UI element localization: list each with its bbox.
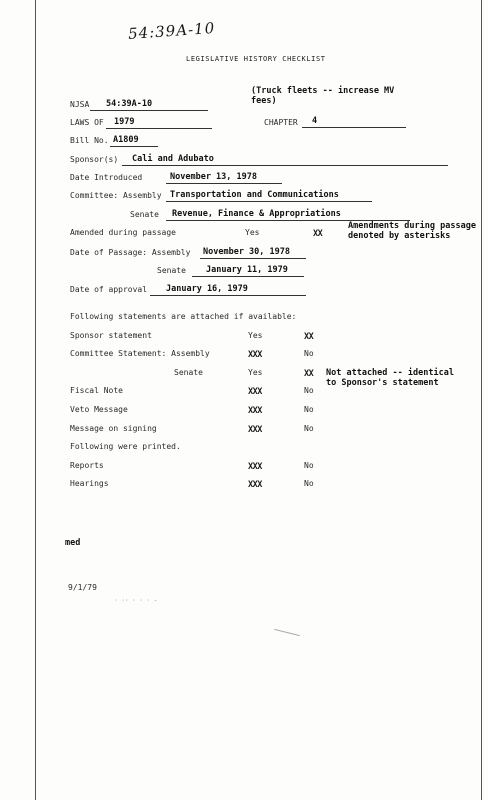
hearings-yes: XXX	[248, 480, 262, 490]
amended-note-1: Amendments during passage	[348, 221, 476, 231]
signing-message-label: Message on signing	[70, 424, 157, 433]
chapter-underline	[302, 127, 406, 128]
subject-note: (Truck fleets -- increase MV fees)	[251, 86, 395, 106]
introduced-value: November 13, 1978	[170, 172, 257, 182]
signing-message-no: No	[304, 424, 314, 433]
sponsor-statement-label: Sponsor statement	[70, 331, 152, 340]
introduced-label: Date Introduced	[70, 173, 143, 182]
committee-label: Committee: Assembly	[70, 191, 162, 200]
sponsor-statement-yes: Yes	[248, 331, 263, 340]
amended-label: Amended during passage	[70, 228, 176, 237]
reports-no: No	[304, 461, 314, 470]
printed-heading: Following were printed.	[70, 442, 181, 451]
bill-value: A1809	[113, 135, 139, 145]
approval-value: January 16, 1979	[166, 284, 248, 294]
scan-artifact-smudge: · ·· · · · -	[114, 597, 158, 604]
laws-value: 1979	[114, 117, 135, 127]
chapter-label: CHAPTER	[264, 118, 298, 127]
signing-message-yes: XXX	[248, 425, 262, 435]
sponsors-value: Cali and Adubato	[132, 154, 214, 164]
passage-assembly-underline	[200, 258, 306, 259]
introduced-underline	[166, 183, 282, 184]
sponsor-statement-no: XX	[304, 332, 314, 342]
bill-underline	[110, 146, 158, 147]
right-page-edge	[481, 0, 482, 800]
passage-senate-label: Senate	[157, 266, 186, 275]
handwritten-reference: 54:39A-10	[127, 18, 216, 44]
passage-label: Date of Passage: Assembly	[70, 248, 191, 257]
sponsors-underline	[122, 165, 448, 166]
passage-senate-value: January 11, 1979	[206, 265, 288, 275]
committee-assembly-underline	[166, 201, 372, 202]
laws-label: LAWS OF	[70, 118, 104, 127]
njsa-underline	[90, 110, 208, 111]
approval-label: Date of approval	[70, 285, 148, 294]
hearings-label: Hearings	[70, 479, 109, 488]
senate-statement-note-1: Not attached -- identical	[326, 368, 454, 378]
committee-senate-value: Revenue, Finance & Appropriations	[172, 209, 341, 219]
amended-note-2: denoted by asterisks	[348, 231, 451, 241]
reports-yes: XXX	[248, 462, 262, 472]
approval-underline	[150, 295, 306, 296]
left-page-edge	[35, 0, 36, 800]
fiscal-note-no: No	[304, 386, 314, 395]
veto-message-label: Veto Message	[70, 405, 128, 414]
njsa-value: 54:39A-10	[106, 99, 153, 109]
committee-statement-yes: XXX	[248, 350, 262, 360]
senate-statement-no: XX	[304, 369, 314, 379]
initials: med	[65, 538, 81, 548]
passage-senate-underline	[192, 276, 304, 277]
bill-label: Bill No.	[70, 136, 109, 145]
senate-statement-note-2: to Sponsor's statement	[326, 378, 439, 388]
senate-statement-label: Senate	[174, 368, 203, 377]
date-stamp: 9/1/79	[68, 583, 97, 592]
chapter-value: 4	[312, 116, 318, 126]
fiscal-note-yes: XXX	[248, 387, 262, 397]
reports-label: Reports	[70, 461, 104, 470]
committee-assembly-value: Transportation and Communications	[170, 190, 339, 200]
laws-underline	[106, 128, 212, 129]
amended-mark: XX	[313, 229, 323, 239]
veto-message-no: No	[304, 405, 314, 414]
njsa-label: NJSA	[70, 100, 90, 109]
committee-statement-label: Committee Statement: Assembly	[70, 349, 210, 358]
sponsors-label: Sponsor(s)	[70, 155, 119, 164]
amended-yes: Yes	[245, 228, 260, 237]
committee-senate-label: Senate	[130, 210, 159, 219]
committee-statement-no: No	[304, 349, 314, 358]
veto-message-yes: XXX	[248, 406, 262, 416]
statements-heading: Following statements are attached if available:	[70, 312, 297, 321]
passage-assembly-value: November 30, 1978	[203, 247, 290, 257]
senate-statement-yes: Yes	[248, 368, 263, 377]
document-title: LEGISLATIVE HISTORY CHECKLIST	[186, 55, 326, 63]
fiscal-note-label: Fiscal Note	[70, 386, 123, 395]
scan-artifact-stroke	[274, 629, 299, 636]
hearings-no: No	[304, 479, 314, 488]
